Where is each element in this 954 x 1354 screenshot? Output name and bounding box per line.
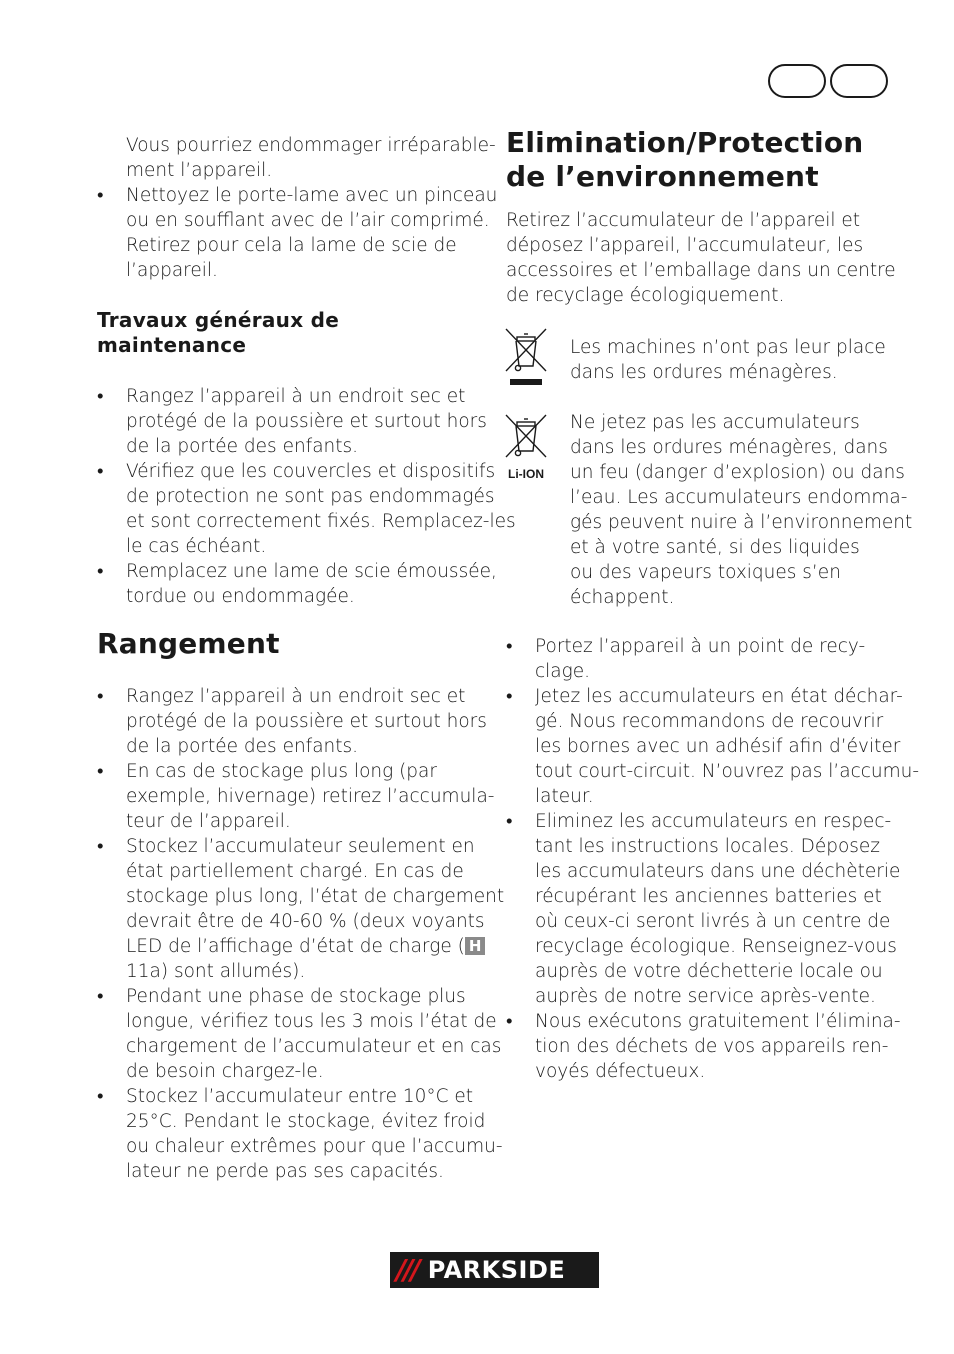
intro-continuation <box>97 133 496 183</box>
text-line: de la portée des enfants. <box>126 436 359 457</box>
text-line: Rangez l’appareil à un endroit sec et <box>126 686 466 707</box>
text-line: l’appareil. <box>126 260 218 281</box>
text-line: ou des vapeurs toxiques s’en <box>570 562 841 583</box>
text-line: 11a) sont allumés). <box>126 961 306 982</box>
list-item <box>97 384 487 459</box>
text-line: voyés défectueux. <box>535 1061 706 1082</box>
text-line: de la portée des enfants. <box>126 736 359 757</box>
text-line: Vérifiez que les couvercles et dispositifs <box>126 461 496 482</box>
crossed-out-wheelie-bin-icon <box>503 326 549 390</box>
text-line: tant les instructions locales. Déposez <box>535 836 881 857</box>
language-badge-left <box>768 64 826 98</box>
heading-line: maintenance <box>97 333 247 357</box>
bullet: • <box>506 686 513 707</box>
text-line: le cas échéant. <box>126 536 267 557</box>
storage-list <box>97 684 505 1184</box>
text-line: et à votre santé, si des liquides <box>570 537 860 558</box>
text-line: tout court-circuit. N’ouvrez pas l’accumu- <box>535 761 920 782</box>
text-line: état partiellement chargé. En cas de <box>126 861 464 882</box>
heading-line: Elimination/Protection <box>506 126 864 159</box>
bullet: • <box>506 636 513 657</box>
parkside-logo <box>390 1252 599 1288</box>
maintenance-list <box>97 384 516 609</box>
list-item <box>97 984 502 1084</box>
logo-wordmark: PARKSIDE <box>427 1256 566 1284</box>
disposal-intro <box>506 208 896 308</box>
bullet: • <box>97 761 104 782</box>
text-line: tion des déchets de vos appareils ren- <box>535 1036 889 1057</box>
text-line: Jetez les accumulateurs en état déchar- <box>535 686 903 707</box>
text-line: de besoin chargez-le. <box>126 1061 324 1082</box>
text-line: Pendant une phase de stockage plus <box>126 986 466 1007</box>
text-line: 25°C. Pendant le stockage, évitez froid <box>126 1111 486 1132</box>
bullet: • <box>97 686 104 707</box>
language-badge-right <box>830 64 888 98</box>
text-line: longue, vérifiez tous les 3 mois l’état de <box>126 1011 497 1032</box>
list-item <box>506 809 901 1009</box>
storage-heading: Rangement <box>97 627 280 660</box>
bullet: • <box>97 561 104 582</box>
text-line: protégé de la poussière et surtout hors <box>126 411 487 432</box>
text-line: déposez l’appareil, l’accumulateur, les <box>506 235 864 256</box>
text-line: lateur. <box>535 786 594 807</box>
text-line: accessoires et l’emballage dans un centre <box>506 260 896 281</box>
text-line: auprès de votre déchetterie locale ou <box>535 961 883 982</box>
text-line: recyclage écologique. Renseignez-vous <box>535 936 897 957</box>
text-line: de protection ne sont pas endommagés <box>126 486 495 507</box>
text-line: Portez l’appareil à un point de recy- <box>535 636 866 657</box>
bullet: • <box>506 1011 513 1032</box>
bullet: • <box>506 811 513 832</box>
text-line <box>126 934 492 959</box>
list-item <box>97 1084 503 1184</box>
maintenance-heading <box>97 308 339 358</box>
figure-reference-badge: H <box>465 937 486 955</box>
text-span: LED de l’affichage d’état de charge ( <box>126 936 465 957</box>
list-item <box>506 1009 901 1084</box>
text-line: Rangez l’appareil à un endroit sec et <box>126 386 466 407</box>
text-line: gés peuvent nuire à l’environnement <box>570 512 913 533</box>
icon2-text <box>570 410 913 610</box>
bullet: • <box>97 1086 104 1107</box>
list-item <box>97 684 492 759</box>
disposal-list <box>506 634 920 1084</box>
text-line: devrait être de 40-60 % (deux voyants <box>126 911 485 932</box>
text-line: Ne jetez pas les accumulateurs <box>570 412 860 433</box>
list-item <box>97 183 498 283</box>
text-line: ou en soufflant avec de l’air comprimé. <box>126 210 490 231</box>
text-line: protégé de la poussière et surtout hors <box>126 711 487 732</box>
disposal-heading <box>506 126 863 194</box>
text-line: En cas de stockage plus long (par <box>126 761 437 782</box>
text-line: gé. Nous recommandons de recouvrir <box>535 711 884 732</box>
bullet: • <box>97 986 104 1007</box>
text-line: dans les ordures ménagères. <box>570 362 838 383</box>
text-line: Nous exécutons gratuitement l’élimina- <box>535 1011 901 1032</box>
text-line: ment l’appareil. <box>126 160 273 181</box>
list-item <box>97 759 495 834</box>
text-line: Stockez l’accumulateur seulement en <box>126 836 475 857</box>
text-line: clage. <box>535 661 591 682</box>
list-item <box>506 684 920 809</box>
text-line: Les machines n’ont pas leur place <box>570 337 886 358</box>
text-line: où ceux-ci seront livrés à un centre de <box>535 911 891 932</box>
text-line: Retirez pour cela la lame de scie de <box>126 235 457 256</box>
text-line: auprès de notre service après-vente. <box>535 986 876 1007</box>
heading-line: de l’environnement <box>506 160 819 193</box>
text-line: de recyclage écologiquement. <box>506 285 785 306</box>
text-line: tordue ou endommagée. <box>126 586 355 607</box>
text-line: Nettoyez le porte-lame avec un pinceau <box>126 185 498 206</box>
list-item <box>97 834 505 984</box>
text-line: dans les ordures ménagères, dans <box>570 437 888 458</box>
text-line: récupérant les anciennes batteries et <box>535 886 882 907</box>
text-line: lateur ne perde pas ses capacités. <box>126 1161 444 1182</box>
text-line: les bornes avec un adhésif afin d’éviter <box>535 736 901 757</box>
logo-slashes: /// <box>396 1253 418 1286</box>
text-line: stockage plus long, l’état de chargement <box>126 886 505 907</box>
list-item <box>506 634 901 684</box>
bullet: • <box>97 836 104 857</box>
icon1-text <box>570 335 900 385</box>
text-line: teur de l’appareil. <box>126 811 291 832</box>
text-line: un feu (danger d’explosion) ou dans <box>570 462 905 483</box>
text-line: Retirez l’accumulateur de l’appareil et <box>506 210 861 231</box>
bullet: • <box>97 185 104 206</box>
bullet: • <box>97 386 104 407</box>
text-line: l’eau. Les accumulateurs endomma- <box>570 487 908 508</box>
bullet: • <box>97 461 104 482</box>
text-line: exemple, hivernage) retirez l’accumula- <box>126 786 495 807</box>
text-line: Remplacez une lame de scie émoussée, <box>126 561 497 582</box>
text-line: échappent. <box>570 587 675 608</box>
text-line: chargement de l’accumulateur et en cas <box>126 1036 502 1057</box>
text-line: les accumulateurs dans une déchèterie <box>535 861 901 882</box>
heading-line: Travaux généraux de <box>97 308 340 332</box>
li-ion-label: Li-ION <box>508 467 544 481</box>
text-line: Stockez l’accumulateur entre 10°C et <box>126 1086 474 1107</box>
text-line: Eliminez les accumulateurs en respec- <box>535 811 892 832</box>
text-line: Vous pourriez endommager irréparable- <box>126 135 496 156</box>
text-line: et sont correctement fixés. Remplacez-les <box>126 511 516 532</box>
list-item <box>97 559 497 609</box>
left-column <box>97 133 498 283</box>
list-item <box>97 459 516 559</box>
text-line: ou chaleur extrêmes pour que l’accumu- <box>126 1136 503 1157</box>
